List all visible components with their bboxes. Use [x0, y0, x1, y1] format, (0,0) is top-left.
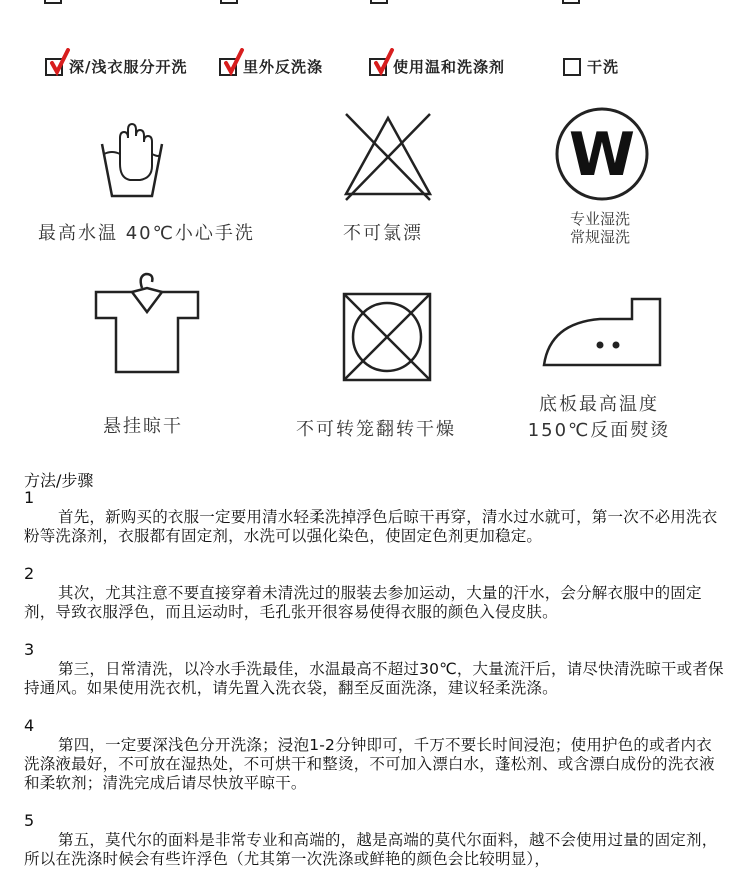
iron-icon [540, 295, 664, 369]
checkbox[interactable] [45, 58, 63, 76]
wet-clean-label [540, 210, 660, 246]
check-tick-icon [49, 48, 71, 76]
hang-dry-icon [92, 268, 202, 376]
step-text: 其次，尤其注意不要直接穿着未清洗过的服装去参加运动，大量的汗水，会分解衣服中的固定剂，导致衣服浮色，而且运动时，毛孔张开很容易使得衣服的颜色入侵皮肤。 [24, 584, 702, 621]
no-tumble-dry-label: 不可转笼翻转干燥 [296, 419, 456, 440]
checkbox[interactable] [219, 58, 237, 76]
no-tumble-dry-icon [340, 290, 434, 384]
checklist-label: 使用温和洗涤剂 [393, 58, 506, 76]
step-text: 第四，一定要深浅色分开洗涤；浸泡1-2分钟即可，千万不要长时间浸泡；使用护色的或者内衣洗涤液最好，不可放在湿热处，不可烘干和整烫，不可加入漂白水，蓬松剂、或含漂白成份的洗衣液和柔软剂；清洗完成后请尽快放平晾干。 [24, 736, 715, 792]
checklist-item-separate-colors[interactable] [45, 56, 187, 77]
step-number: 2 [24, 564, 35, 583]
hand-wash-icon [98, 120, 166, 200]
step-text: 第三，日常清洗，以冷水手洗最佳，水温最高不超过30℃，大量流汗后，请尽快清洗晾干或者保持通风。如果使用洗衣机，请先置入洗衣袋，翻至反面洗涤，建议轻柔洗涤。 [24, 660, 724, 697]
no-bleach-icon [342, 112, 434, 202]
step-number: 1 [24, 488, 35, 507]
method-title: 方法/步骤 [24, 471, 94, 490]
cropped-top-row [0, 0, 750, 6]
checklist-label: 干洗 [587, 58, 620, 76]
check-tick-icon [373, 48, 395, 76]
checklist-label: 里外反洗涤 [243, 58, 324, 76]
iron-label-line2: 150℃反面熨烫 [527, 420, 671, 441]
care-checklist [0, 56, 750, 84]
checklist-item-mild-detergent[interactable] [369, 56, 505, 77]
checklist-item-dry-clean[interactable] [563, 56, 619, 77]
wet-clean-icon [553, 105, 651, 203]
checklist-label: 深/浅衣服分开洗 [69, 58, 188, 76]
step-number: 5 [24, 811, 35, 830]
step-number: 3 [24, 640, 35, 659]
checkbox[interactable] [369, 58, 387, 76]
no-bleach-label: 不可氯漂 [343, 223, 423, 244]
iron-label [512, 392, 686, 444]
step-text: 第五，莫代尔的面料是非常专业和高端的，越是高端的莫代尔面料，越不会使用过量的固定剂，所以在洗涤时候会有些许浮色（尤其第一次洗涤或鲜艳的颜色会比较明显）， [24, 831, 718, 868]
wet-clean-letter: W [568, 120, 636, 190]
step-text: 首先，新购买的衣服一定要用清水轻柔洗掉浮色后晾干再穿，清水过水就可，第一次不必用洗衣粉等洗涤剂，衣服都有固定剂，水洗可以强化染色，使固定色剂更加稳定。 [24, 508, 718, 545]
wet-clean-label-line1: 专业湿洗 [569, 210, 630, 228]
iron-label-line1: 底板最高温度 [539, 394, 659, 415]
checkbox[interactable] [563, 58, 581, 76]
step-number: 4 [24, 716, 35, 735]
hang-dry-label: 悬挂晾干 [103, 416, 183, 437]
checklist-item-inside-out[interactable] [219, 56, 323, 77]
hand-wash-label: 最高水温 40℃小心手洗 [38, 223, 255, 244]
check-tick-icon [223, 48, 245, 76]
wet-clean-label-line2: 常规湿洗 [569, 228, 630, 246]
